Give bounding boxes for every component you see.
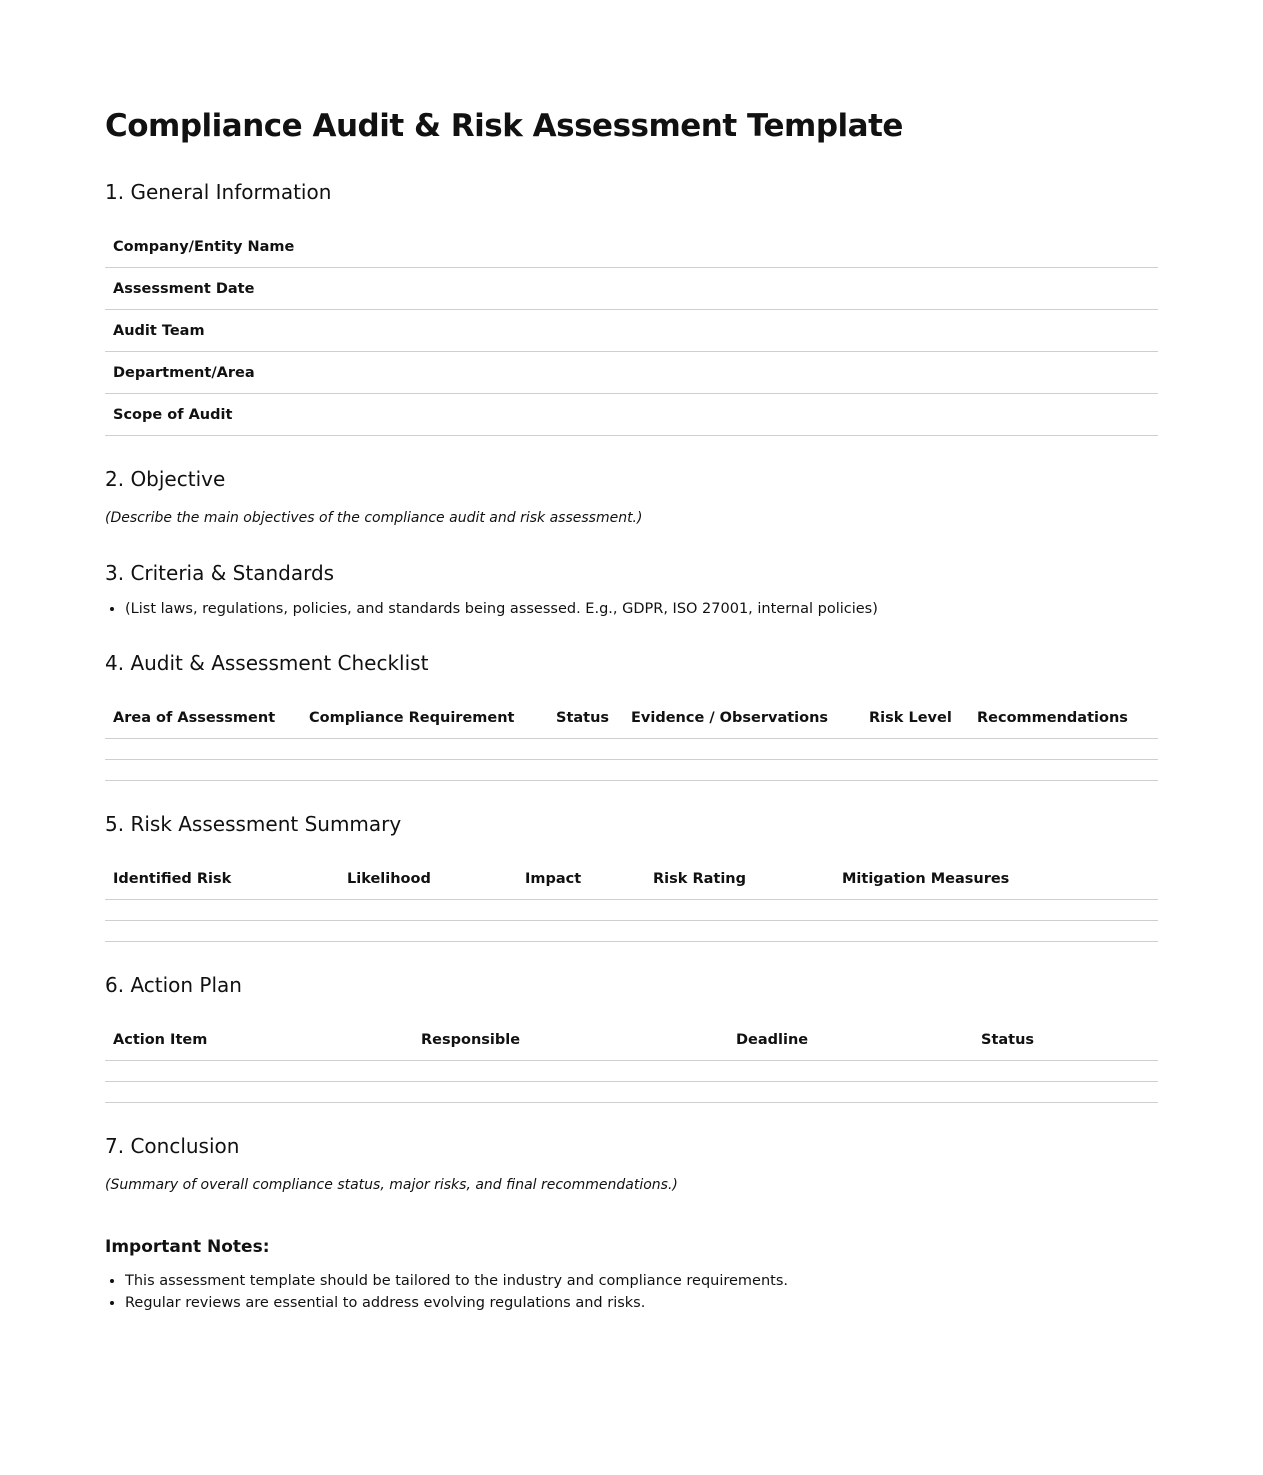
- table-row: [105, 760, 1158, 781]
- conclusion-description: (Summary of overall compliance status, major risks, and final recommendations.): [105, 1177, 678, 1193]
- document-page: [105, 0, 1158, 1311]
- empty-cell: [105, 921, 1158, 942]
- action-plan-table: [105, 1019, 1158, 1103]
- notes-list: [105, 1270, 788, 1314]
- conclusion-heading: 7. Conclusion: [105, 1134, 240, 1158]
- field-label: Company/Entity Name: [105, 226, 1158, 268]
- column-header: Risk Rating: [645, 858, 834, 900]
- checklist-table: [105, 697, 1158, 781]
- empty-cell: [105, 739, 1158, 760]
- table-row: [105, 226, 1158, 268]
- column-header: Deadline: [728, 1019, 973, 1061]
- column-header: Identified Risk: [105, 858, 339, 900]
- field-label: Assessment Date: [105, 268, 1158, 310]
- criteria-list: [105, 598, 878, 620]
- general-info-heading: 1. General Information: [105, 180, 332, 204]
- column-header: Mitigation Measures: [834, 858, 1158, 900]
- general-info-table: [105, 226, 1158, 436]
- column-header: Likelihood: [339, 858, 517, 900]
- empty-cell: [105, 1061, 1158, 1082]
- column-header: Compliance Requirement: [301, 697, 548, 739]
- risk-summary-table: [105, 858, 1158, 942]
- column-header: Action Item: [105, 1019, 413, 1061]
- document-title: Compliance Audit & Risk Assessment Template: [105, 108, 903, 144]
- action-plan-heading: 6. Action Plan: [105, 973, 242, 997]
- table-row: [105, 352, 1158, 394]
- table-row: [105, 739, 1158, 760]
- table-header-row: [105, 1019, 1158, 1061]
- column-header: Responsible: [413, 1019, 728, 1061]
- empty-cell: [105, 760, 1158, 781]
- empty-cell: [105, 1082, 1158, 1103]
- table-row: [105, 1082, 1158, 1103]
- objective-heading: 2. Objective: [105, 467, 226, 491]
- criteria-heading: 3. Criteria & Standards: [105, 561, 335, 585]
- table-row: [105, 921, 1158, 942]
- column-header: Risk Level: [861, 697, 969, 739]
- table-row: [105, 900, 1158, 921]
- field-label: Department/Area: [105, 352, 1158, 394]
- field-label: Audit Team: [105, 310, 1158, 352]
- column-header: Area of Assessment: [105, 697, 301, 739]
- field-label: Scope of Audit: [105, 394, 1158, 436]
- checklist-heading: 4. Audit & Assessment Checklist: [105, 651, 429, 675]
- risk-summary-heading: 5. Risk Assessment Summary: [105, 812, 402, 836]
- table-row: [105, 310, 1158, 352]
- column-header: Recommendations: [969, 697, 1158, 739]
- list-item: • Regular reviews are essential to address evolving regulations and risks.: [125, 1292, 788, 1314]
- list-item: • (List laws, regulations, policies, and standards being assessed. E.g., GDPR, ISO 27001, internal policies): [125, 598, 878, 620]
- column-header: Evidence / Observations: [623, 697, 861, 739]
- table-row: [105, 268, 1158, 310]
- objective-description: (Describe the main objectives of the compliance audit and risk assessment.): [105, 510, 643, 526]
- table-header-row: [105, 858, 1158, 900]
- notes-heading: Important Notes:: [105, 1237, 270, 1257]
- column-header: Impact: [517, 858, 645, 900]
- column-header: Status: [973, 1019, 1158, 1061]
- empty-cell: [105, 900, 1158, 921]
- column-header: Status: [548, 697, 623, 739]
- table-row: [105, 394, 1158, 436]
- table-row: [105, 1061, 1158, 1082]
- list-item: • This assessment template should be tailored to the industry and compliance requirements.: [125, 1270, 788, 1292]
- table-header-row: [105, 697, 1158, 739]
